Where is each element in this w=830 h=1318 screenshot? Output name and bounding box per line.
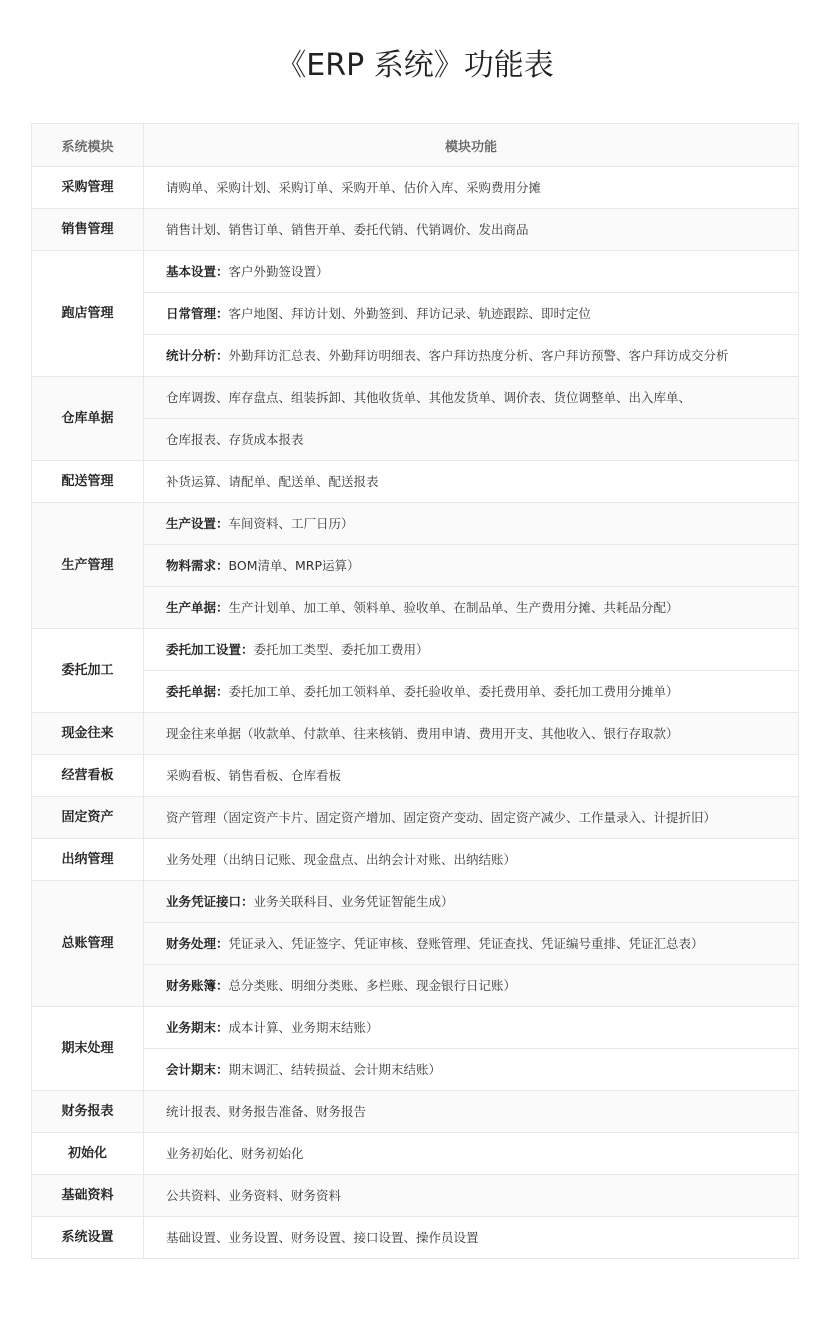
table-row xyxy=(32,881,799,923)
function-label: 生产设置： xyxy=(166,516,229,531)
module-name: 基础资料 xyxy=(32,1175,144,1217)
module-name: 初始化 xyxy=(32,1133,144,1175)
module-function xyxy=(144,629,799,671)
table-row xyxy=(32,419,799,461)
module-function xyxy=(144,587,799,629)
function-text: 期末调汇、结转损益、会计期末结账） xyxy=(228,1062,442,1077)
module-function: 仓库报表、存货成本报表 xyxy=(144,419,799,461)
header-module: 系统模块 xyxy=(32,124,144,167)
module-name: 生产管理 xyxy=(32,503,144,629)
function-text: BOM清单、MRP运算） xyxy=(228,558,360,573)
table-row xyxy=(32,629,799,671)
module-name: 销售管理 xyxy=(32,209,144,251)
module-name: 现金往来 xyxy=(32,713,144,755)
function-text: 凭证录入、凭证签字、凭证审核、登账管理、凭证查找、凭证编号重排、凭证汇总表） xyxy=(228,936,704,951)
function-table xyxy=(31,123,799,1259)
module-function: 公共资料、业务资料、财务资料 xyxy=(144,1175,799,1217)
module-function: 业务初始化、财务初始化 xyxy=(144,1133,799,1175)
module-name: 采购管理 xyxy=(32,167,144,209)
module-function xyxy=(144,503,799,545)
module-function: 补货运算、请配单、配送单、配送报表 xyxy=(144,461,799,503)
module-function: 仓库调拨、库存盘点、组装拆卸、其他收货单、其他发货单、调价表、货位调整单、出入库单、 xyxy=(144,377,799,419)
function-label: 委托加工设置： xyxy=(166,642,254,657)
page-title: 《ERP 系统》功能表 xyxy=(276,48,554,83)
module-function: 统计报表、财务报告准备、财务报告 xyxy=(144,1091,799,1133)
module-function: 基础设置、业务设置、财务设置、接口设置、操作员设置 xyxy=(144,1217,799,1259)
function-text: 车间资料、工厂日历） xyxy=(228,516,354,531)
header-function: 模块功能 xyxy=(144,124,799,167)
table-row xyxy=(32,335,799,377)
module-function xyxy=(144,251,799,293)
table-row xyxy=(32,1133,799,1175)
module-name: 委托加工 xyxy=(32,629,144,713)
table-row xyxy=(32,167,799,209)
function-label: 财务处理： xyxy=(166,936,229,951)
function-label: 生产单据： xyxy=(166,600,229,615)
function-text: 委托加工单、委托加工领料单、委托验收单、委托费用单、委托加工费用分摊单） xyxy=(228,684,679,699)
table-row xyxy=(32,587,799,629)
module-function: 销售计划、销售订单、销售开单、委托代销、代销调价、发出商品 xyxy=(144,209,799,251)
table-row xyxy=(32,965,799,1007)
module-function xyxy=(144,293,799,335)
module-function: 请购单、采购计划、采购订单、采购开单、估价入库、采购费用分摊 xyxy=(144,167,799,209)
module-name: 经营看板 xyxy=(32,755,144,797)
table-row xyxy=(32,377,799,419)
function-label: 财务账簿： xyxy=(166,978,229,993)
table-row xyxy=(32,671,799,713)
table-row xyxy=(32,839,799,881)
table-row xyxy=(32,797,799,839)
function-label: 委托单据： xyxy=(166,684,229,699)
module-function xyxy=(144,1049,799,1091)
table-row xyxy=(32,1175,799,1217)
function-text: 总分类账、明细分类账、多栏账、现金银行日记账） xyxy=(228,978,517,993)
module-function: 业务处理（出纳日记账、现金盘点、出纳会计对账、出纳结账） xyxy=(144,839,799,881)
table-row xyxy=(32,209,799,251)
module-function: 采购看板、销售看板、仓库看板 xyxy=(144,755,799,797)
table-row xyxy=(32,713,799,755)
module-function xyxy=(144,545,799,587)
table-row xyxy=(32,251,799,293)
table-row xyxy=(32,293,799,335)
function-text: 成本计算、业务期末结账） xyxy=(228,1020,379,1035)
module-function xyxy=(144,335,799,377)
function-text: 客户外勤签设置） xyxy=(228,264,329,279)
table-row xyxy=(32,461,799,503)
module-function: 现金往来单据（收款单、付款单、往来核销、费用申请、费用开支、其他收入、银行存取款） xyxy=(144,713,799,755)
module-function xyxy=(144,923,799,965)
function-label: 物料需求： xyxy=(166,558,229,573)
table-row xyxy=(32,755,799,797)
table-row xyxy=(32,503,799,545)
table-row xyxy=(32,1049,799,1091)
function-label: 统计分析： xyxy=(166,348,229,363)
table-row xyxy=(32,1091,799,1133)
function-label: 会计期末： xyxy=(166,1062,229,1077)
module-function xyxy=(144,881,799,923)
function-label: 业务凭证接口： xyxy=(166,894,254,909)
module-name: 财务报表 xyxy=(32,1091,144,1133)
table-row xyxy=(32,545,799,587)
module-function xyxy=(144,965,799,1007)
module-name: 跑店管理 xyxy=(32,251,144,377)
table-row xyxy=(32,1007,799,1049)
function-label: 日常管理： xyxy=(166,306,229,321)
module-name: 固定资产 xyxy=(32,797,144,839)
function-label: 基本设置： xyxy=(166,264,229,279)
function-text: 客户地图、拜访计划、外勤签到、拜访记录、轨迹跟踪、即时定位 xyxy=(228,306,592,321)
function-text: 委托加工类型、委托加工费用） xyxy=(253,642,429,657)
table-row xyxy=(32,1217,799,1259)
function-text: 业务关联科目、业务凭证智能生成） xyxy=(253,894,454,909)
module-name: 总账管理 xyxy=(32,881,144,1007)
function-text: 生产计划单、加工单、领料单、验收单、在制品单、生产费用分摊、共耗品分配） xyxy=(228,600,679,615)
module-name: 出纳管理 xyxy=(32,839,144,881)
function-text: 外勤拜访汇总表、外勤拜访明细表、客户拜访热度分析、客户拜访预警、客户拜访成交分析 xyxy=(228,348,729,363)
module-function xyxy=(144,671,799,713)
table-row xyxy=(32,923,799,965)
module-function xyxy=(144,1007,799,1049)
module-name: 系统设置 xyxy=(32,1217,144,1259)
function-label: 业务期末： xyxy=(166,1020,229,1035)
module-name: 仓库单据 xyxy=(32,377,144,461)
module-function: 资产管理（固定资产卡片、固定资产增加、固定资产变动、固定资产减少、工作量录入、计提折旧） xyxy=(144,797,799,839)
table-header-row xyxy=(32,124,799,167)
module-name: 期末处理 xyxy=(32,1007,144,1091)
module-name: 配送管理 xyxy=(32,461,144,503)
